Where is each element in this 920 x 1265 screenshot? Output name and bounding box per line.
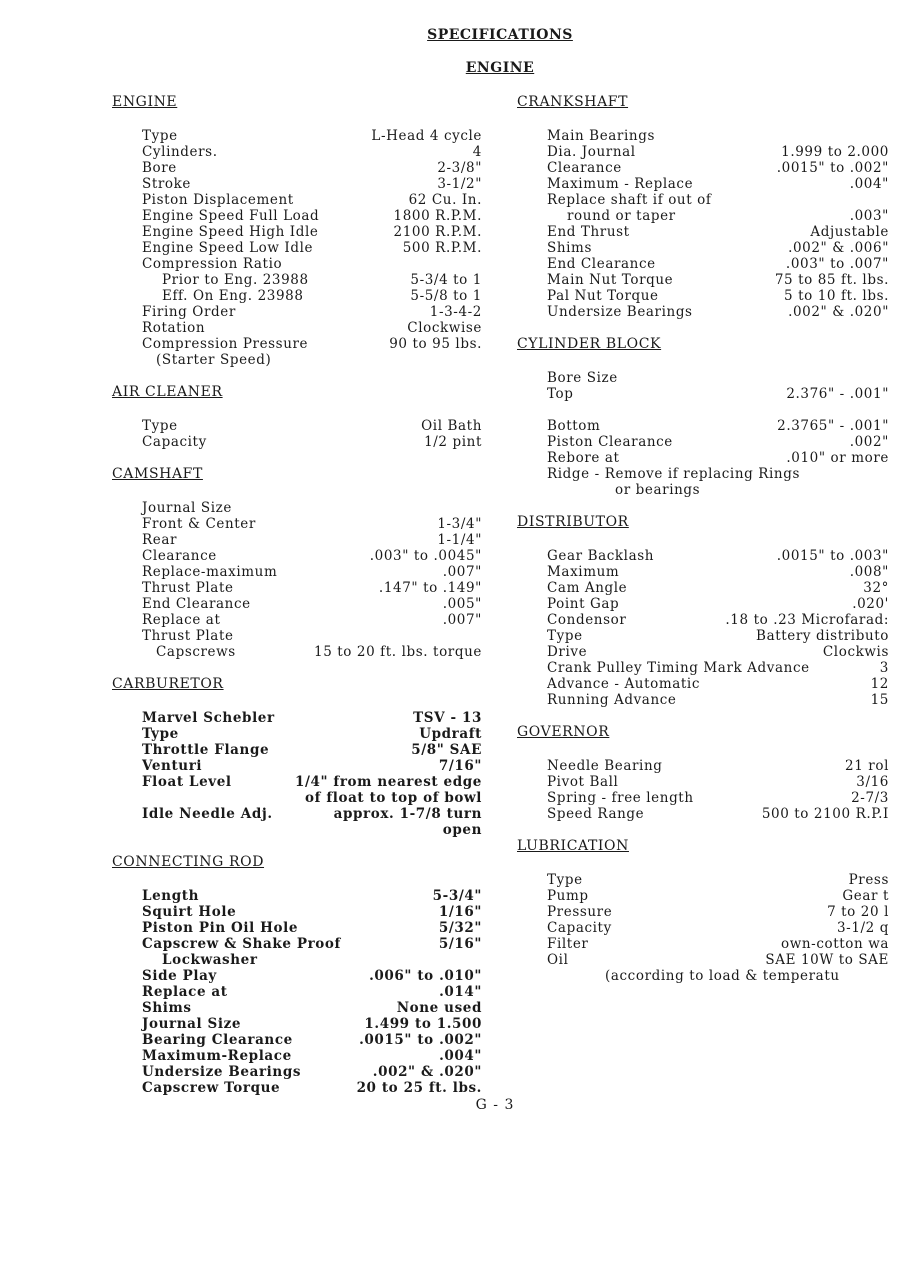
spec-label: Drive [547, 644, 588, 660]
spec-row [142, 304, 482, 320]
spec-value: 2.3765" - .001" [777, 418, 889, 434]
spec-label: Dia. Journal [547, 144, 636, 160]
spec-value: Clockwis [822, 644, 889, 660]
right-column [517, 88, 889, 998]
spec-value: 5/8" SAE [411, 742, 482, 758]
spec-value: .004" [439, 1048, 482, 1064]
spec-value: 4 [472, 144, 482, 160]
spec-row [142, 418, 482, 434]
spec-value: .0015" to .002" [776, 160, 889, 176]
spec-value: SAE 10W to SAE [765, 952, 889, 968]
spec-row [142, 352, 482, 368]
section-heading: CAMSHAFT [112, 466, 203, 482]
spec-row [142, 320, 482, 336]
spec-rows [517, 872, 889, 984]
section-heading: CRANKSHAFT [517, 94, 629, 110]
spec-row [142, 888, 482, 904]
spec-value: .147" to .149" [378, 580, 482, 596]
spec-value: approx. 1-7/8 turn [333, 806, 482, 822]
section-air-cleaner [112, 382, 482, 450]
section-cylinder-block [517, 334, 889, 498]
spec-label: Throttle Flange [142, 742, 270, 758]
spec-value: 20 to 25 ft. lbs. [356, 1080, 482, 1096]
spec-row [547, 660, 889, 676]
spec-label: Replace at [142, 612, 221, 628]
spec-row [142, 1064, 482, 1080]
spec-value: TSV - 13 [413, 710, 482, 726]
spec-row [142, 806, 482, 822]
spec-value: .002" & .020" [372, 1064, 482, 1080]
spec-row [547, 272, 889, 288]
spec-label: Capscrews [156, 644, 236, 660]
section-heading: AIR CLEANER [112, 384, 223, 400]
spec-row [142, 596, 482, 612]
spec-row [547, 580, 889, 596]
spec-value: open [442, 822, 482, 838]
spec-label: Venturi [142, 758, 203, 774]
spec-value: L-Head 4 cycle [371, 128, 482, 144]
spec-value: 1/2 pint [424, 434, 482, 450]
spec-label: Type [142, 418, 178, 434]
spec-label: Type [547, 628, 583, 644]
spec-row [142, 256, 482, 272]
spec-value: Gear t [842, 888, 889, 904]
spec-label: Cam Angle [547, 580, 628, 596]
spec-value: Adjustable [810, 224, 889, 240]
spec-label: Rebore at [547, 450, 620, 466]
spec-value: own-cotton wa [781, 936, 889, 952]
spec-value: 3-1/2 q [836, 920, 889, 936]
spec-value: 2-3/8" [437, 160, 482, 176]
spec-row [547, 920, 889, 936]
spec-value: .003" to .0045" [369, 548, 482, 564]
spec-label: Bottom [547, 418, 601, 434]
spec-value: 500 to 2100 R.P.I [761, 806, 889, 822]
spec-row [547, 160, 889, 176]
spec-value: 1/16" [438, 904, 482, 920]
spec-value: 3 [879, 660, 889, 676]
spec-row [547, 806, 889, 822]
spec-row [142, 612, 482, 628]
page-title: SPECIFICATIONS [427, 27, 573, 43]
section-heading: ENGINE [112, 94, 178, 110]
spec-value: None used [396, 1000, 482, 1016]
spec-label: Clearance [142, 548, 217, 564]
spec-row [142, 1032, 482, 1048]
spec-label: Ridge - Remove if replacing Rings [547, 466, 800, 482]
spec-rows [112, 418, 482, 450]
spec-label: Capacity [142, 434, 207, 450]
spec-label: Stroke [142, 176, 192, 192]
spec-label: (Starter Speed) [156, 352, 272, 368]
spec-row [142, 968, 482, 984]
spec-row [142, 434, 482, 450]
spec-row [547, 208, 889, 224]
spec-label: Gear Backlash [547, 548, 655, 564]
spec-label: Replace at [142, 984, 228, 1000]
spec-row [142, 628, 482, 644]
spec-row [142, 790, 482, 806]
spec-row [142, 904, 482, 920]
spec-row [142, 952, 482, 968]
spec-row [547, 564, 889, 580]
spec-label: Shims [142, 1000, 192, 1016]
spec-label: Cylinders. [142, 144, 218, 160]
spec-row [547, 952, 889, 968]
spec-value: 1.999 to 2.000 [781, 144, 889, 160]
section-lubrication [517, 836, 889, 984]
spec-label: End Clearance [547, 256, 656, 272]
spec-value: Oil Bath [421, 418, 482, 434]
spec-row [142, 208, 482, 224]
spec-label: Lockwasher [162, 952, 258, 968]
spec-row [547, 904, 889, 920]
spec-row [142, 984, 482, 1000]
spec-label: Main Bearings [547, 128, 655, 144]
spec-value: 1/4" from nearest edge [294, 774, 482, 790]
spec-row [142, 564, 482, 580]
spec-value: 5/16" [438, 936, 482, 952]
spec-value: 500 R.P.M. [402, 240, 482, 256]
spec-value: 7 to 20 l [827, 904, 889, 920]
spec-value: .014" [439, 984, 482, 1000]
spec-row [142, 500, 482, 516]
spec-rows [112, 710, 482, 838]
spec-value: 1.499 to 1.500 [364, 1016, 482, 1032]
spec-value: 1-3/4" [437, 516, 482, 532]
spec-label: Capscrew & Shake Proof [142, 936, 341, 952]
spec-label: Bearing Clearance [142, 1032, 293, 1048]
spec-value: .006" to .010" [369, 968, 482, 984]
spec-value: 3/16 [856, 774, 889, 790]
spec-label: Type [142, 128, 178, 144]
page-subtitle: ENGINE [465, 60, 535, 76]
spec-label: Crank Pulley Timing Mark Advance [547, 660, 810, 676]
spec-row [142, 644, 482, 660]
spec-value: .002" & .020" [788, 304, 889, 320]
spec-label: Prior to Eng. 23988 [162, 272, 309, 288]
spec-value: 12 [870, 676, 889, 692]
section-camshaft [112, 464, 482, 660]
spec-row [142, 336, 482, 352]
spec-value: Battery distributo [756, 628, 889, 644]
spec-row [142, 1048, 482, 1064]
spec-label: Journal Size [142, 1016, 242, 1032]
spec-row [142, 224, 482, 240]
spec-label: Shims [547, 240, 592, 256]
spec-value: Press [848, 872, 889, 888]
spec-label: Compression Ratio [142, 256, 283, 272]
spec-value: .004" [849, 176, 889, 192]
spec-row [142, 128, 482, 144]
spec-row [547, 176, 889, 192]
spec-row [142, 176, 482, 192]
spec-value: .0015" to .002" [359, 1032, 482, 1048]
spec-row [142, 548, 482, 564]
spec-value: .18 to .23 Microfarad: [725, 612, 889, 628]
spec-value: .007" [442, 612, 482, 628]
spec-label: Pivot Ball [547, 774, 619, 790]
spec-row [142, 192, 482, 208]
spec-label: Undersize Bearings [142, 1064, 302, 1080]
spec-value: 1-3-4-2 [429, 304, 482, 320]
spec-row [142, 758, 482, 774]
spec-row [547, 628, 889, 644]
spec-label: Pump [547, 888, 589, 904]
spec-value: .007" [442, 564, 482, 580]
spec-row [547, 548, 889, 564]
section-carburetor [112, 674, 482, 838]
spec-label: (according to load & temperatu [605, 968, 840, 984]
spec-label: Engine Speed High Idle [142, 224, 319, 240]
spec-label: Main Nut Torque [547, 272, 674, 288]
spec-label: Piston Pin Oil Hole [142, 920, 299, 936]
spec-row [547, 758, 889, 774]
spec-row [547, 644, 889, 660]
spec-label: Journal Size [142, 500, 232, 516]
spec-label: Running Advance [547, 692, 677, 708]
section-distributor [517, 512, 889, 708]
spec-label: Thrust Plate [142, 628, 234, 644]
spec-value: .002" & .006" [788, 240, 889, 256]
spec-row [142, 516, 482, 532]
section-heading: GOVERNOR [517, 724, 610, 740]
spec-row [547, 612, 889, 628]
spec-row [547, 968, 889, 984]
spec-value: .002" [849, 434, 889, 450]
spec-label: Marvel Schebler [142, 710, 275, 726]
section-governor [517, 722, 889, 822]
spec-label: Type [547, 872, 583, 888]
spec-label: Type [142, 726, 179, 742]
spec-value: 15 [870, 692, 889, 708]
spec-rows [517, 548, 889, 708]
spec-label: Condensor [547, 612, 627, 628]
row-spacer [547, 402, 889, 418]
spec-rows [112, 128, 482, 368]
spec-value: 5/32" [438, 920, 482, 936]
spec-label: round or taper [567, 208, 676, 224]
spec-label: Bore [142, 160, 177, 176]
spec-label: Oil [547, 952, 569, 968]
spec-row [547, 256, 889, 272]
section-heading: CYLINDER BLOCK [517, 336, 662, 352]
spec-row [142, 580, 482, 596]
spec-value: 15 to 20 ft. lbs. torque [314, 644, 482, 660]
spec-label: Piston Clearance [547, 434, 673, 450]
spec-label: Spring - free length [547, 790, 694, 806]
spec-row [547, 370, 889, 386]
section-heading: DISTRIBUTOR [517, 514, 629, 530]
spec-value: 5-3/4 to 1 [410, 272, 482, 288]
spec-label: Eff. On Eng. 23988 [162, 288, 304, 304]
spec-label: Replace-maximum [142, 564, 278, 580]
spec-label: End Clearance [142, 596, 251, 612]
spec-value: 90 to 95 lbs. [389, 336, 482, 352]
spec-value: 5 to 10 ft. lbs. [784, 288, 889, 304]
spec-row [142, 1080, 482, 1096]
section-engine [112, 92, 482, 368]
spec-rows [517, 370, 889, 498]
spec-row [547, 692, 889, 708]
spec-row [547, 240, 889, 256]
section-crankshaft [517, 92, 889, 320]
spec-value: .0015" to .003" [776, 548, 889, 564]
spec-value: .010" or more [786, 450, 889, 466]
spec-row [547, 676, 889, 692]
spec-value: 21 rol [845, 758, 889, 774]
spec-label: or bearings [615, 482, 701, 498]
spec-row [142, 240, 482, 256]
spec-label: Needle Bearing [547, 758, 663, 774]
section-heading: CARBURETOR [112, 676, 224, 692]
spec-label: Front & Center [142, 516, 256, 532]
spec-label: Rotation [142, 320, 206, 336]
spec-value: .003" to .007" [785, 256, 889, 272]
spec-value: 7/16" [438, 758, 482, 774]
spec-label: Capacity [547, 920, 612, 936]
spec-rows [112, 888, 482, 1096]
spec-label: Rear [142, 532, 178, 548]
spec-row [142, 726, 482, 742]
spec-label: Maximum-Replace [142, 1048, 292, 1064]
spec-value: 1800 R.P.M. [393, 208, 482, 224]
spec-row [142, 272, 482, 288]
spec-row [547, 482, 889, 498]
spec-label: Length [142, 888, 199, 904]
spec-row [142, 710, 482, 726]
spec-label: Bore Size [547, 370, 618, 386]
spec-value: Updraft [419, 726, 482, 742]
spec-label: Thrust Plate [142, 580, 234, 596]
spec-row [547, 144, 889, 160]
spec-row [547, 418, 889, 434]
spec-label: Undersize Bearings [547, 304, 693, 320]
spec-value: 2.376" - .001" [786, 386, 889, 402]
spec-label: Firing Order [142, 304, 236, 320]
spec-label: Filter [547, 936, 589, 952]
spec-row [547, 774, 889, 790]
spec-row [142, 774, 482, 790]
spec-row [142, 288, 482, 304]
spec-value: .005" [442, 596, 482, 612]
spec-value: Clockwise [407, 320, 482, 336]
spec-row [547, 386, 889, 402]
spec-value: 5-5/8 to 1 [410, 288, 482, 304]
spec-row [547, 936, 889, 952]
spec-row [142, 160, 482, 176]
spec-row [142, 1000, 482, 1016]
spec-label: Advance - Automatic [547, 676, 701, 692]
spec-label: Squirt Hole [142, 904, 237, 920]
spec-rows [517, 128, 889, 320]
spec-value: .020' [852, 596, 889, 612]
spec-row [547, 872, 889, 888]
spec-row [547, 450, 889, 466]
spec-row [142, 532, 482, 548]
spec-value: 2100 R.P.M. [393, 224, 482, 240]
spec-row [547, 466, 889, 482]
spec-row [547, 596, 889, 612]
spec-row [547, 434, 889, 450]
spec-value: 62 Cu. In. [408, 192, 482, 208]
spec-rows [112, 500, 482, 660]
spec-row [547, 304, 889, 320]
spec-value: .003" [849, 208, 889, 224]
spec-row [547, 790, 889, 806]
spec-label: Top [547, 386, 574, 402]
spec-row [547, 128, 889, 144]
spec-value: 1-1/4" [437, 532, 482, 548]
section-connecting-rod [112, 852, 482, 1096]
page-number: G - 3 [475, 1097, 515, 1113]
spec-label: Engine Speed Full Load [142, 208, 320, 224]
section-heading: CONNECTING ROD [112, 854, 265, 870]
spec-value: of float to top of bowl [305, 790, 482, 806]
spec-value: 2-7/3 [851, 790, 889, 806]
spec-label: Piston Displacement [142, 192, 294, 208]
spec-row [142, 920, 482, 936]
spec-label: Clearance [547, 160, 622, 176]
spec-rows [517, 758, 889, 822]
spec-label: Pressure [547, 904, 613, 920]
spec-row [142, 936, 482, 952]
spec-label: Idle Needle Adj. [142, 806, 273, 822]
spec-row [547, 288, 889, 304]
left-column [112, 88, 482, 1110]
spec-row [142, 742, 482, 758]
spec-label: Point Gap [547, 596, 620, 612]
spec-row [547, 888, 889, 904]
spec-label: Compression Pressure [142, 336, 309, 352]
spec-value: 5-3/4" [432, 888, 482, 904]
spec-value: 32° [863, 580, 889, 596]
spec-label: Pal Nut Torque [547, 288, 659, 304]
spec-row [142, 822, 482, 838]
spec-label: Capscrew Torque [142, 1080, 281, 1096]
spec-row [547, 224, 889, 240]
spec-label: Maximum - Replace [547, 176, 694, 192]
spec-row [142, 1016, 482, 1032]
spec-label: Side Play [142, 968, 217, 984]
spec-label: End Thrust [547, 224, 630, 240]
spec-row [142, 144, 482, 160]
spec-value: .008" [849, 564, 889, 580]
spec-value: 3-1/2" [437, 176, 482, 192]
spec-label: Replace shaft if out of [547, 192, 712, 208]
spec-value: 75 to 85 ft. lbs. [774, 272, 889, 288]
spec-label: Float Level [142, 774, 232, 790]
section-heading: LUBRICATION [517, 838, 629, 854]
spec-label: Maximum [547, 564, 620, 580]
spec-label: Speed Range [547, 806, 645, 822]
spec-label: Engine Speed Low Idle [142, 240, 314, 256]
spec-row [547, 192, 889, 208]
